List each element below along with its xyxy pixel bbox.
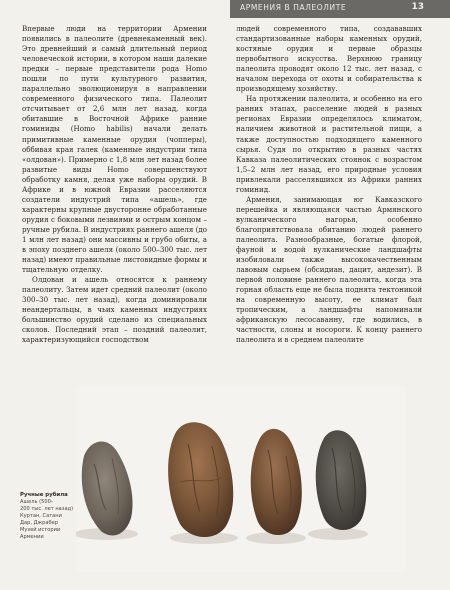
caption-line: 200 тыс. лет назад) (20, 506, 74, 512)
paragraph: Олдован и ашель относятся к раннему палеолиту. Затем идет средний палеолит (около 300–30 тыс. лет назад), когда доминировали неандертальцы, в чьих каменных индустриях большинство орудий сделано из специальных сколов. Последний этап – поздний палеолит, характеризующийся господством (22, 275, 207, 345)
hand-axes-photo (76, 386, 406, 572)
caption-line: Музей истории (20, 527, 61, 533)
left-text-column (22, 24, 207, 346)
hand-axes-illustration (76, 386, 406, 572)
paragraph: На протяжении палеолита, и особенно на его ранних этапах, расселение людей в разных регионах Евразии определялось климатом, наличием животной и растительной пищи, а также доступностью подходящего каменного сырья. Судя по открытию в разных частях Кавказа палеолитических стоянок с возрастом 1,5–2 млн лет назад, его природные условия привлекали расселявшихся из Африки ранних гоминид. (236, 94, 422, 194)
caption-line: Армении (20, 534, 44, 540)
hand-axe-1 (76, 441, 138, 540)
paragraph: людей современного типа, создававших стандартизованные наборы каменных орудий, костяные орудия и первые образцы первобытного искусства. Верхнюю границу палеолита проводят около 12 тыс. лет назад, с началом перехода от охоты и собирательства к производящему хозяйству. (236, 24, 422, 94)
right-text-column (236, 24, 422, 346)
caption-line: Куртан, Сатани (20, 513, 62, 519)
running-title: АРМЕНИЯ В ПАЛЕОЛИТЕ (240, 3, 347, 12)
hand-axe-2 (168, 422, 238, 544)
caption-line: Дар, Джрабер (20, 520, 59, 526)
paragraph: Впервые люди на территории Армении появились в палеолите (древнекаменный век). Это древнейший и самый длительный период человеческой истории, в котором наши далекие предки – первые представители рода Homo пошли по пути культурного развития, параллельно эволюционируя в направлении современного физического типа. Палеолит отсчитывает от 2,6 млн лет назад, когда обитавшие в Восточной Африке ранние гоминиды (Homo habilis) начали делать примитивные каменные орудия (чопперы), оббивая края галек (каменные индустрии типа «олдован»). Примерно с 1,8 млн лет назад более развитые виды Homo совершенствуют обработку камня, делая уже наборы орудий. В Африке и в южной Евразии расселяются создатели индустрий типа «ашель», где характерны крупные двусторонне обработанные орудия с боковыми лезвиями и острым концом – ручные рубила. В индустриях раннего ашеля (до 1 млн лет назад) они массивны и грубо обиты, а в эпоху позднего ашеля (около 500–300 тыс. лет назад) имеют правильные листовидные формы и тщательную отделку. (22, 24, 207, 275)
caption-title: Ручные рубила (20, 492, 68, 498)
caption-line: Ашель (500– (20, 499, 54, 505)
page-number: 13 (411, 2, 424, 12)
hand-axe-3 (246, 429, 306, 544)
paragraph: Армения, занимающая юг Кавказского перешейка и являющаяся частью Армянского вулканического нагорья, особенно благоприятствовала обитанию людей раннего палеолита. Разнообразные, богатые флорой, фауной и водой вулканические ландшафты изобиловали также высококачественным лавовым сырьем (обсидиан, дацит, андезит). В первой половине раннего палеолита, когда эта горная область еще не была поднята тектоникой на современную высоту, ее климат был тропическим, а ландшафты напоминали африканскую лесосаванну, где водились, в частности, слоны и носороги. К концу раннего палеолита и в среднем палеолите (236, 194, 422, 345)
photo-caption (20, 492, 76, 541)
hand-axe-4 (308, 430, 368, 540)
running-header (230, 0, 450, 18)
